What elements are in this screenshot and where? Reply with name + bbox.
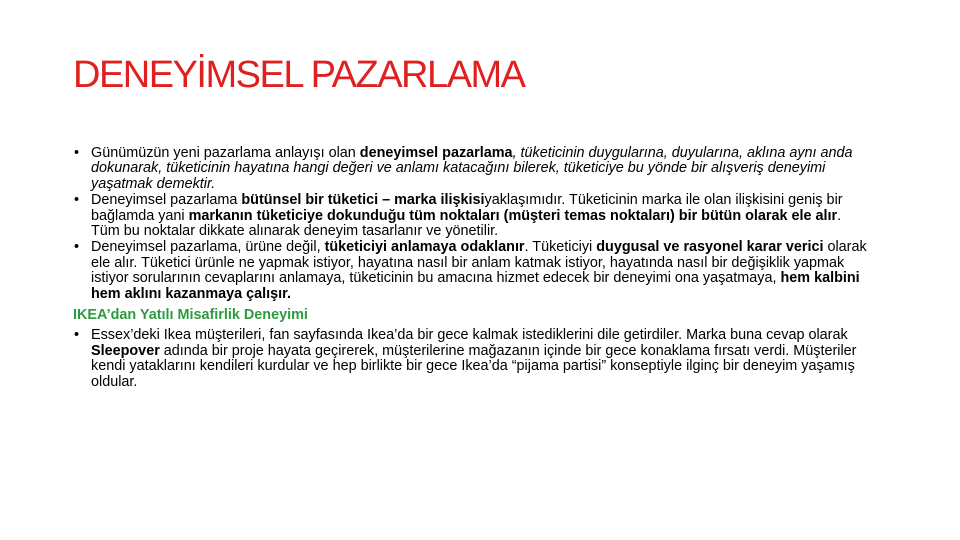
bold-phrase: duygusal ve rasyonel karar verici <box>596 239 824 256</box>
bold-phrase: tüketiciyi anlamaya odaklanır <box>324 239 525 256</box>
bullet-dot: • <box>74 192 80 209</box>
bullet-item <box>73 328 873 390</box>
bullet-item <box>73 240 873 302</box>
bullet-item <box>73 146 873 192</box>
bullet-text: Essex’deki Ikea müşterileri, fan sayfasında Ikea’da bir gece kalmak istediklerini dile getirdiler. Marka buna cevap olarak <box>91 327 848 344</box>
bullet-text: . Tüketiciyi <box>524 239 597 256</box>
section-subheading: IKEA’dan Yatılı Misafirlik Deneyimi <box>73 307 308 324</box>
bullet-text: Deneyimsel pazarlama, ürüne değil, <box>91 239 325 256</box>
bold-phrase: hem kalbini hem aklını kazanmaya çalışır. <box>91 270 860 302</box>
bullet-text: Günümüzün yeni pazarlama anlayışı olan <box>91 145 360 161</box>
bold-phrase: deneyimsel pazarlama <box>359 145 513 161</box>
bullet-text: Deneyimsel pazarlama <box>91 192 242 209</box>
bullet-text: yaklaşımıdır. Tüketicinin marka ile olan ilişkisini geniş bir bağlamda yani <box>91 192 843 224</box>
bullet-dot: • <box>74 239 80 256</box>
bullet-item <box>73 193 873 239</box>
bold-phrase: Sleepover <box>91 342 160 359</box>
bullet-text: olarak ele alır. Tüketici ürünle ne yapmak istiyor, hayatına nasıl bir anlam katmak istiyor, hayatında nasıl bir değişiklik yapmak istiyor sorularının cevaplarını anlamaya, tüketicinin bu amacına hizmet edecek bir deneyimi ona yaşatmaya, <box>91 239 867 287</box>
slide-body <box>73 146 873 391</box>
bold-phrase: bütünsel bir tüketici – marka ilişkisi <box>241 192 485 209</box>
bold-phrase: markanın tüketiciye dokunduğu tüm noktaları (müşteri temas noktaları) bir bütün olarak ele alır <box>188 207 838 224</box>
slide-title: DENEYİMSEL PAZARLAMA <box>73 54 525 96</box>
bullet-dot: • <box>74 327 80 344</box>
bullet-dot: • <box>74 145 80 161</box>
italic-text: , tüketicinin duygularına, duyularına, aklına aynı anda dokunarak, tüketicinin hayatına hangi değeri ve anlamı katacağını bilerek, tüketiciye bu yönde bir alışveriş deneyimi yaşatmak demektir. <box>91 145 853 192</box>
bullet-text: . Tüm bu noktalar dikkate alınarak deneyim tasarlanır ve yönetilir. <box>91 207 842 240</box>
bullet-text: adında bir proje hayata geçirerek, müşterilerine mağazanın içinde bir gece konaklama fırsatı verdi. Müşteriler kendi yataklarını kendileri kurdular ve hep birlikte bir gece Ikea’da “pijama partisi” konseptiyle ilginç bir deneyim yaşamış oldular. <box>91 342 857 390</box>
